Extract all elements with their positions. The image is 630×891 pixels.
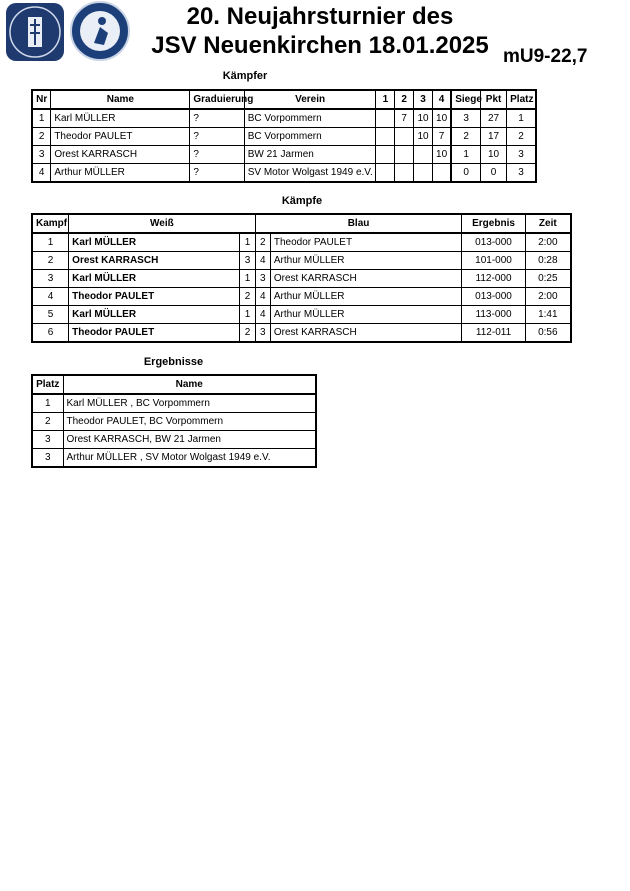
fight-row	[32, 324, 571, 343]
col-round-3: 3	[414, 90, 433, 109]
fighter-r3: 10	[414, 109, 433, 128]
fighter-r3: 10	[414, 128, 433, 146]
col-fight: Kampf	[32, 214, 69, 233]
fight-no: 4	[32, 288, 69, 306]
fighters-section-title: Kämpfer	[222, 70, 268, 82]
fight-blue-nr: 4	[255, 288, 270, 306]
col-result-place: Platz	[32, 375, 63, 394]
col-blue: Blau	[255, 214, 462, 233]
fighter-nr: 4	[32, 164, 51, 183]
fight-blue-nr: 3	[255, 270, 270, 288]
col-club: Verein	[244, 90, 376, 109]
fight-white-nr: 1	[240, 233, 255, 252]
fighter-r4: 7	[432, 128, 451, 146]
fight-result: 013-000	[462, 233, 525, 252]
results-section-title: Ergebnisse	[143, 356, 204, 368]
fighter-r2: 7	[395, 109, 414, 128]
fighter-wins: 3	[451, 109, 480, 128]
result-row	[32, 394, 316, 413]
result-row	[32, 413, 316, 431]
fight-no: 6	[32, 324, 69, 343]
fighter-nr: 3	[32, 146, 51, 164]
fight-white-name: Theodor PAULET	[69, 324, 240, 343]
fight-no: 2	[32, 252, 69, 270]
fight-white-nr: 3	[240, 252, 255, 270]
fighter-place: 2	[507, 128, 536, 146]
result-name: Karl MÜLLER , BC Vorpommern	[63, 394, 316, 413]
results-header-row	[32, 375, 316, 394]
fights-header-row	[32, 214, 571, 233]
fighter-r1	[376, 109, 395, 128]
col-place: Platz	[507, 90, 536, 109]
fight-row	[32, 233, 571, 252]
fighter-club: BC Vorpommern	[244, 109, 376, 128]
fight-blue-nr: 4	[255, 306, 270, 324]
fight-result: 112-011	[462, 324, 525, 343]
fight-white-name: Karl MÜLLER	[69, 306, 240, 324]
judo-emblem-icon	[6, 3, 64, 61]
fight-result: 112-000	[462, 270, 525, 288]
fight-time: 2:00	[525, 288, 571, 306]
result-row	[32, 449, 316, 468]
fight-white-name: Orest KARRASCH	[69, 252, 240, 270]
fighter-points: 17	[481, 128, 507, 146]
fight-time: 1:41	[525, 306, 571, 324]
fighter-points: 27	[481, 109, 507, 128]
fight-white-nr: 1	[240, 306, 255, 324]
result-name: Arthur MÜLLER , SV Motor Wolgast 1949 e.V.	[63, 449, 316, 468]
result-name: Theodor PAULET, BC Vorpommern	[63, 413, 316, 431]
fighter-r3	[414, 146, 433, 164]
fighter-r4	[432, 164, 451, 183]
col-result: Ergebnis	[462, 214, 525, 233]
fight-white-nr: 1	[240, 270, 255, 288]
fighter-wins: 2	[451, 128, 480, 146]
result-name: Orest KARRASCH, BW 21 Jarmen	[63, 431, 316, 449]
fighter-club: BW 21 Jarmen	[244, 146, 376, 164]
fighter-grade: ?	[190, 128, 244, 146]
fighter-grade: ?	[190, 109, 244, 128]
fight-blue-name: Theodor PAULET	[270, 233, 462, 252]
fight-result: 013-000	[462, 288, 525, 306]
fighter-points: 0	[481, 164, 507, 183]
fighter-club: SV Motor Wolgast 1949 e.V.	[244, 164, 376, 183]
fight-blue-name: Orest KARRASCH	[270, 270, 462, 288]
fight-white-name: Theodor PAULET	[69, 288, 240, 306]
col-round-1: 1	[376, 90, 395, 109]
fighter-name: Theodor PAULET	[51, 128, 190, 146]
fight-row	[32, 306, 571, 324]
fighter-row	[32, 164, 536, 183]
fight-blue-name: Arthur MÜLLER	[270, 288, 462, 306]
fight-no: 3	[32, 270, 69, 288]
fighter-name: Arthur MÜLLER	[51, 164, 190, 183]
fight-time: 0:25	[525, 270, 571, 288]
fighter-wins: 0	[451, 164, 480, 183]
col-result-name: Name	[63, 375, 316, 394]
fights-table	[31, 213, 572, 343]
fighter-place: 3	[507, 164, 536, 183]
fight-no: 5	[32, 306, 69, 324]
fight-blue-name: Orest KARRASCH	[270, 324, 462, 343]
col-grade: Graduierung	[190, 90, 244, 109]
page-title-line1: 20. Neujahrsturnier des	[186, 3, 454, 30]
result-place: 3	[32, 449, 63, 468]
fighter-r2	[395, 146, 414, 164]
col-round-4: 4	[432, 90, 451, 109]
col-round-2: 2	[395, 90, 414, 109]
fighter-r2	[395, 128, 414, 146]
fights-section-title: Kämpfe	[281, 195, 323, 207]
fight-no: 1	[32, 233, 69, 252]
fighter-row	[32, 109, 536, 128]
fighter-points: 10	[481, 146, 507, 164]
result-row	[32, 431, 316, 449]
col-wins: Siege	[451, 90, 480, 109]
fighter-r1	[376, 128, 395, 146]
fighter-r2	[395, 164, 414, 183]
weight-category: mU9-22,7	[503, 46, 588, 67]
fighter-row	[32, 146, 536, 164]
col-name: Name	[51, 90, 190, 109]
fighter-grade: ?	[190, 164, 244, 183]
fight-time: 2:00	[525, 233, 571, 252]
col-points: Pkt	[481, 90, 507, 109]
result-place: 1	[32, 394, 63, 413]
fight-row	[32, 252, 571, 270]
club-logo-left	[6, 3, 64, 61]
fighters-header-row	[32, 90, 536, 109]
fighter-r3	[414, 164, 433, 183]
fighter-club: BC Vorpommern	[244, 128, 376, 146]
fight-white-name: Karl MÜLLER	[69, 270, 240, 288]
fight-result: 113-000	[462, 306, 525, 324]
results-table	[31, 374, 317, 468]
fighter-name: Orest KARRASCH	[51, 146, 190, 164]
fighter-r1	[376, 146, 395, 164]
result-place: 2	[32, 413, 63, 431]
fighter-place: 1	[507, 109, 536, 128]
fighter-place: 3	[507, 146, 536, 164]
fighter-name: Karl MÜLLER	[51, 109, 190, 128]
fight-blue-nr: 2	[255, 233, 270, 252]
fight-time: 0:28	[525, 252, 571, 270]
fighter-nr: 2	[32, 128, 51, 146]
col-nr: Nr	[32, 90, 51, 109]
fighter-r4: 10	[432, 146, 451, 164]
page-title-line2: JSV Neuenkirchen 18.01.2025	[151, 32, 489, 59]
fight-time: 0:56	[525, 324, 571, 343]
fight-white-nr: 2	[240, 288, 255, 306]
fighters-table	[31, 89, 537, 183]
fight-blue-name: Arthur MÜLLER	[270, 252, 462, 270]
fighter-nr: 1	[32, 109, 51, 128]
result-place: 3	[32, 431, 63, 449]
fighter-grade: ?	[190, 146, 244, 164]
fight-blue-nr: 3	[255, 324, 270, 343]
fight-blue-name: Arthur MÜLLER	[270, 306, 462, 324]
col-white: Weiß	[69, 214, 255, 233]
fighter-r1	[376, 164, 395, 183]
fighter-row	[32, 128, 536, 146]
fight-white-name: Karl MÜLLER	[69, 233, 240, 252]
fighter-r4: 10	[432, 109, 451, 128]
col-time: Zeit	[525, 214, 571, 233]
fight-blue-nr: 4	[255, 252, 270, 270]
fight-row	[32, 270, 571, 288]
fight-result: 101-000	[462, 252, 525, 270]
fight-white-nr: 2	[240, 324, 255, 343]
fight-row	[32, 288, 571, 306]
fighter-wins: 1	[451, 146, 480, 164]
